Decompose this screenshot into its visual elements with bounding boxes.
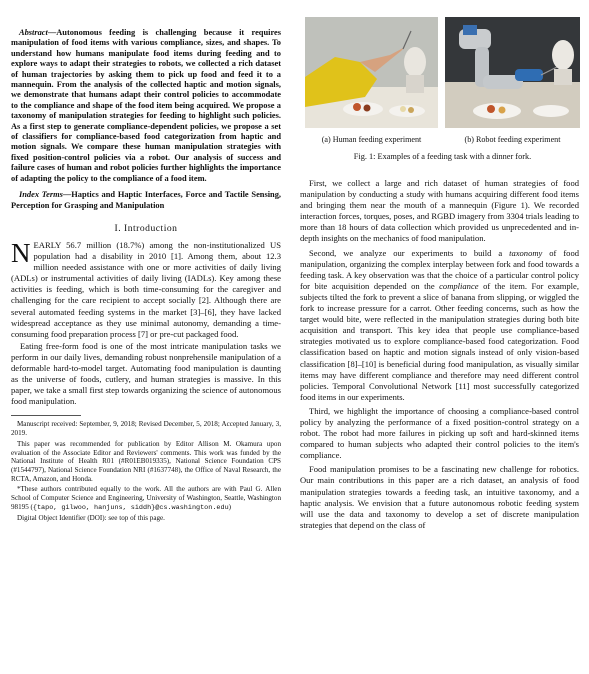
right-paragraph-1: First, we collect a large and rich dataset of human strategies of food manipulation by conducting a study with humans acquiring different food items and bringing them near the mouth of a mannequin (Figure 1). We recorded interaction forces, torques, poses, and RGBD imagery from 3304 trials leading to more than 18 hours of data collection which provided us unprecedented and in-depth insights on the mechanics of food manipulation.: [300, 178, 579, 244]
figure-1: [305, 17, 580, 167]
right-paragraph-4: Food manipulation promises to be a fascinating new challenge for robotics. Our main contributions in this paper are a rich dataset, an analysis of food manipulation strategies towards a feeding task, an intuitive taxonomy, and a haptic analysis. We envision that a future autonomous robotic feeding system will use the data and taxonomy to develop a set of discrete manipulation strategies that depend on the class of: [300, 464, 579, 530]
subcaption-b: (b) Robot feeding experiment: [464, 135, 561, 144]
right-paragraph-2-part-a: Second, we analyze our experiments to build a: [309, 247, 510, 258]
left-column: [11, 28, 281, 525]
footnote-editor: This paper was recommended for publication by Editor Allison M. Okamura upon evaluation of the Associate Editor and Reviewers' comments. This work was funded by the National Institute of Health R01 (#R01EB019335), National Science Foundation CPS (#1544797), National Science Foundation NRI (#1637748), the Office of Naval Research, the RCTA, Amazon, and Honda.: [11, 439, 281, 483]
right-column: [300, 178, 579, 534]
taxonomy-emphasis: taxonomy: [509, 247, 543, 258]
dropcap-letter: N: [11, 238, 31, 268]
compliance-emphasis: compliance: [439, 280, 479, 291]
section-heading: I. Introduction: [114, 222, 178, 234]
footnote-authors: *These authors contributed equally to the work. All the authors are with Paul G. Allen School of Computer Science and Engineering, University of Washington, Seattle, Washington 98195 ({tapo, gilwoo, hanjuns, siddh}@cs.washington.edu): [11, 485, 281, 512]
intro-paragraph-2: Eating free-form food is one of the most intricate manipulation tasks we perform in our daily lives, demanding robust nonprehensile manipulation of a deformable hard-to-model target. Automating food manipulation is daunting as the universe of foods, cutlery, and human strategies is massive. In this paper, we take a small first step towards organizing the science of autonomous food manipulation.: [11, 340, 281, 407]
index-terms-label: Index Terms: [19, 190, 63, 200]
intro-paragraph-1: [11, 240, 281, 340]
human-feeding-photo: [305, 17, 438, 128]
intro-paragraph-1-text: EARLY 56.7 million (18.7%) among the non-institutionalized US population had a disability in 2010 [1]. Among them, about 12.3 million needed assistance with one or more activities of daily living (ADLs) or instrumental activities of daily living (IADLs). Key among these activities is feeding, which is both time-consuming for the caregiver and challenging for the care recipient to accept socially [2]. Although there are several automated feeding systems in the market [3]–[6], they have lacked widespread acceptance as they use minimal autonomy, demanding a time-consuming food preparation process [7] or pre-cut packaged food.: [11, 240, 281, 339]
robot-feeding-photo: [445, 17, 580, 128]
abstract: [11, 28, 281, 184]
footnote-doi: Digital Object Identifier (DOI): see top of this page.: [17, 514, 165, 523]
figure-caption: Fig. 1: Examples of a feeding task with a dinner fork.: [353, 152, 532, 161]
footnote-rule: [11, 415, 81, 416]
footnote-emails: {tapo, gilwoo, hanjuns, siddh}@cs.washington.edu: [32, 503, 229, 512]
subcaption-a: (a) Human feeding experiment: [321, 135, 422, 144]
right-paragraph-2-part-c: of the item. For example, subjects tilted the fork to prevent a slice of banana from slipping, or wiggled the fork to increase pressure for a carrot. Other feeding concerns, such as how the target would bite, were reflected in the manipulation strategies during both bite acquisition and transport. This key idea that people use compliance-based strategies motivated us to explore compliance-based food categorization. Food classification based on haptic and motion signals instead of only vision-based classification [8]–[10] is beneficial during food manipulation, as visually similar items may have different compliance and therefore may need different control policies. Temporal Convolutional Network [11] most successfully categorized food items in our experiments.: [300, 280, 579, 402]
right-paragraph-3: Third, we highlight the importance of choosing a compliance-based control policy by analyzing the performance of a fixed position-control strategy on a robot. The robot had more failures in picking up soft and hard-skinned items compared to human subjects who adapted their control policies to the item's compliance.: [300, 405, 579, 461]
right-paragraph-2: [300, 248, 579, 403]
abstract-label: Abstract: [19, 28, 48, 37]
index-terms: [11, 190, 281, 211]
abstract-text: —Autonomous feeding is challenging because it requires manipulation of food items with various compliance, sizes, and shapes. To understand how humans manipulate food items during feeding and to explore ways to adapt their strategies to robots, we collected a rich dataset of human trajectories by asking them to pick up food and feed it to a mannequin. From the analysis of the collected haptic and motion signals, we demonstrate that humans adapt their control policies to accommodate to the compliance and shape of the food item being acquired. We propose a taxonomy of manipulation strategies for feeding to highlight such policies. As a first step to generate compliance-dependent policies, we propose a set of classifiers for compliance-based food categorization from haptic and motion signals. We compare these human manipulation strategies with fixed position-control policies via a robot. Our analysis of success and failure cases of human and robot policies further highlights the importance of adapting the policy to the compliance of a food item.: [11, 28, 281, 183]
footnote-authors-text: *These authors contributed equally to the work. All the authors are with Paul G. Allen School of Computer Science and Engineering, University of Washington, Seattle, Washington 98195: [11, 485, 281, 511]
right-paragraph-2-part-b: of food manipulation, organizing the complex interplay between fork and food towards a feeding task. A key observation was that the choice of a particular control policy for bite acquisition depended on the: [300, 247, 579, 291]
index-terms-text: —Haptics and Haptic Interfaces, Force and Tactile Sensing, Perception for Grasping and Manipulation: [11, 190, 281, 210]
footnote-received: Manuscript received: September, 9, 2018; Revised December, 5, 2018; Accepted January, 3, 2019.: [11, 420, 281, 438]
